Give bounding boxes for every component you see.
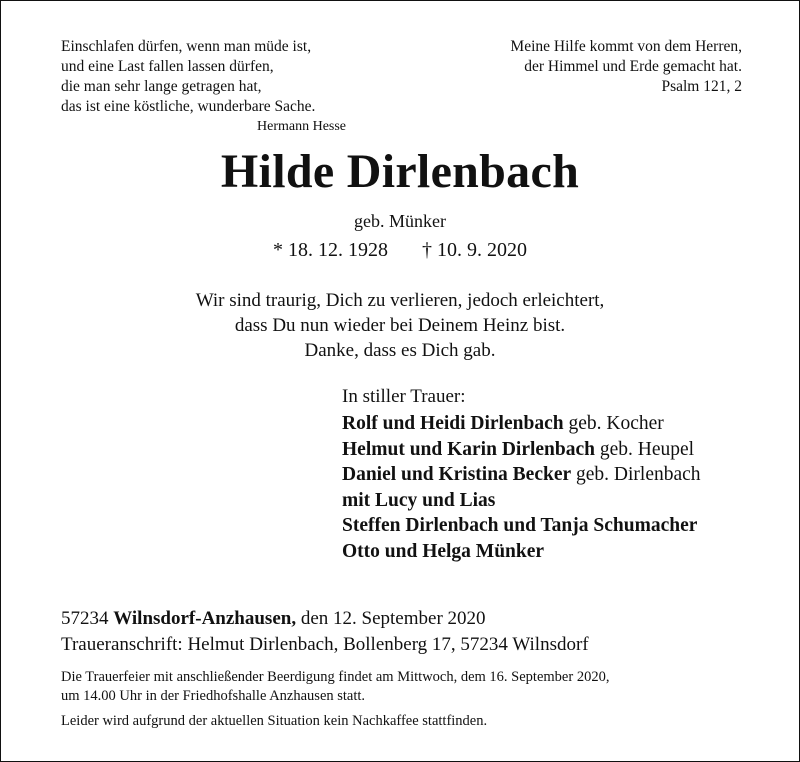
mourner-name: Rolf und Heidi Dirlenbach	[342, 413, 564, 434]
mourning-heading: In stiller Trauer:	[342, 386, 466, 407]
quote-line: das ist eine köstliche, wunderbare Sache.	[61, 98, 316, 115]
mourner-suffix: geb. Kocher	[563, 413, 664, 434]
mourner-entry	[342, 462, 701, 488]
mourner-name: Daniel und Kristina Becker	[342, 464, 572, 486]
mourner-suffix: geb. Heupel	[595, 438, 695, 460]
ceremony-line: um 14.00 Uhr in der Friedhofshalle Anzhausen statt.	[61, 687, 366, 704]
mourner-suffix: geb. Dirlenbach	[571, 464, 701, 486]
life-dates	[0, 239, 800, 262]
psalm-line: Meine Hilfe kommt von dem Herren,	[510, 38, 742, 55]
quote-line: Einschlafen dürfen, wenn man müde ist,	[61, 38, 312, 55]
psalm-line: der Himmel und Erde gemacht hat.	[524, 58, 742, 75]
psalm-quote	[510, 37, 742, 97]
ceremony-line: Die Trauerfeier mit anschließender Beerdigung findet am Mittwoch, dem 16. September 2020,	[61, 669, 610, 685]
mourner-name: Otto und Helga Münker	[342, 540, 545, 562]
mourner-name: Helmut und Karin Dirlenbach	[342, 438, 595, 460]
psalm-source: Psalm 121, 2	[661, 78, 742, 95]
ceremony-info	[61, 668, 609, 705]
mourner-entry	[342, 513, 701, 539]
place-and-date	[61, 608, 486, 630]
mourners-list	[342, 411, 701, 565]
message-line: Danke, dass es Dich gab.	[304, 340, 496, 361]
coffee-notice: Leider wird aufgrund der aktuellen Situation kein Nachkaffee stattfinden.	[61, 713, 488, 729]
mourning-address: Traueranschrift: Helmut Dirlenbach, Bollenberg 17, 57234 Wilnsdorf	[61, 634, 589, 655]
message-line: Wir sind traurig, Dich zu verlieren, jedoch erleichtert,	[195, 290, 605, 311]
mourner-entry	[342, 488, 701, 514]
birth-name: geb. Münker	[354, 211, 446, 231]
deceased-name: Hilde Dirlenbach	[220, 145, 580, 198]
postcode: 57234	[61, 608, 109, 629]
death-date: † 10. 9. 2020	[422, 239, 527, 261]
mourner-entry	[342, 437, 701, 463]
quote-line: die man sehr lange getragen hat,	[61, 78, 262, 95]
mourner-name: Steffen Dirlenbach und Tanja Schumacher	[342, 515, 698, 537]
mourner-name: mit Lucy und Lias	[342, 489, 496, 511]
mourner-entry	[342, 539, 701, 565]
quote-author: Hermann Hesse	[257, 119, 347, 134]
mourner-entry	[342, 411, 701, 437]
hesse-quote	[61, 37, 315, 117]
message-line: dass Du nun wieder bei Deinem Heinz bist.	[234, 315, 566, 336]
town: Wilnsdorf-Anzhausen,	[113, 608, 297, 629]
quote-line: und eine Last fallen lassen dürfen,	[61, 58, 274, 75]
farewell-message	[0, 288, 800, 363]
notice-date: den 12. September 2020	[300, 608, 486, 629]
birth-date: * 18. 12. 1928	[273, 239, 388, 261]
